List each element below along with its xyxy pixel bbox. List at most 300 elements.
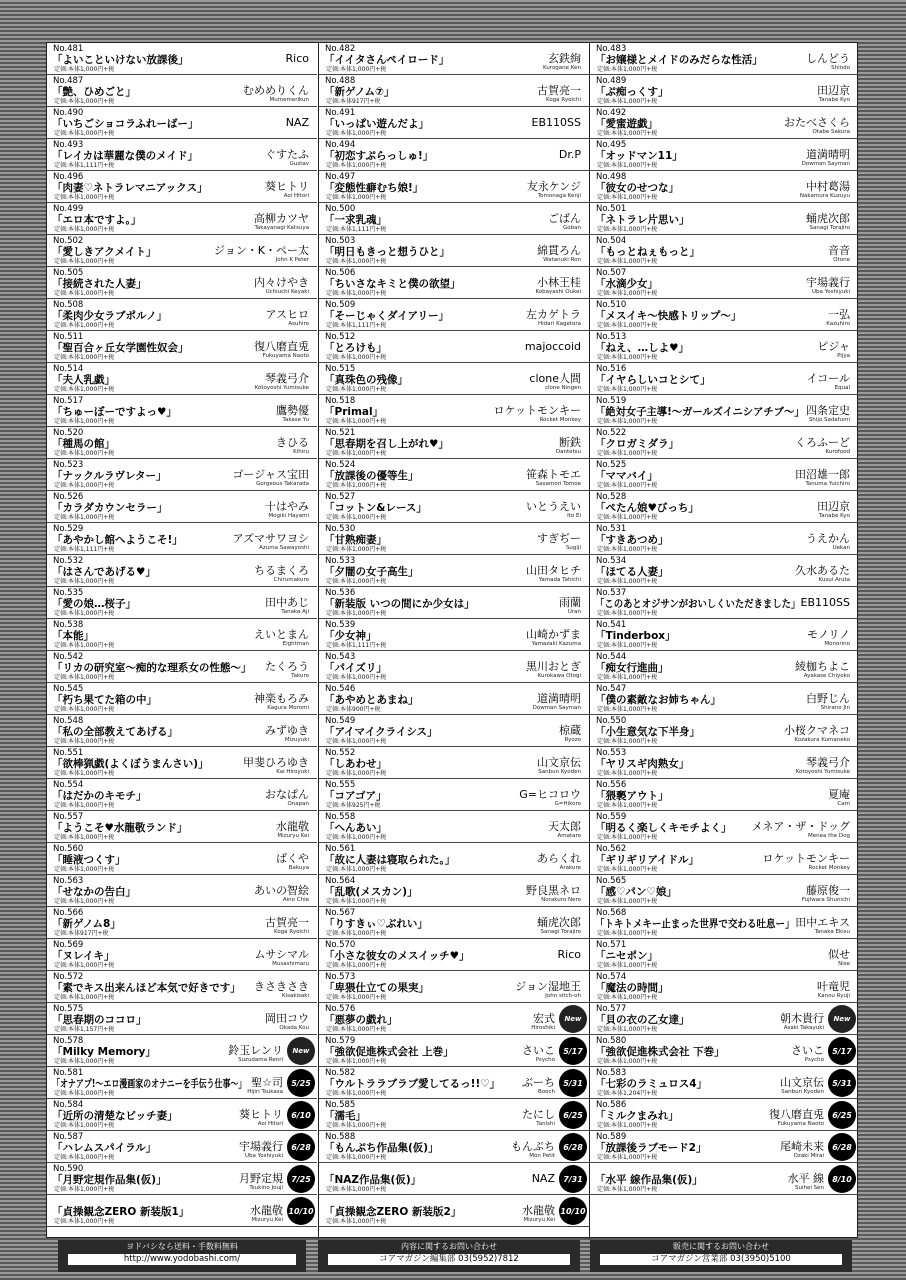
book-price: 定価:本体1,000円+税 [597,546,658,553]
author-romaji: Eightman [282,641,309,647]
author-romaji: Cam [837,801,850,807]
book-entry [590,363,858,395]
release-badge: 7/25 [287,1165,315,1193]
author-name: 道満晴明 [806,148,850,161]
author-romaji: Koga Ryoichi [545,97,581,103]
book-title: 「ほてる人妻」 [595,566,669,578]
book-price: 定価:本体1,000円+税 [54,386,115,393]
release-badge: 5/17 [828,1037,856,1065]
book-entry [47,1195,317,1227]
book-entry [319,843,589,875]
author-name: 叶竜児 [817,980,850,993]
author-name: モノリノ [806,628,850,641]
author-name: 内々けやき [254,276,309,289]
author-name: 左カゲトラ [526,308,581,321]
book-title: 「水滴少女」 [595,278,658,290]
book-entry [319,1163,589,1195]
book-title: 「せなかの告白」 [52,886,136,898]
book-title: 「もんぷち作品集(仮)」 [324,1142,439,1154]
book-title: 「とろけも」 [324,342,387,354]
issue-number: No.566 [53,908,84,918]
issue-number: No.515 [325,364,356,374]
book-entry [319,107,589,139]
author-name: 藤原俊一 [806,884,850,897]
issue-number: No.496 [53,172,84,182]
book-price: 定価:本体1,000円+税 [326,546,387,553]
book-price: 定価:本体1,000円+税 [54,578,115,585]
book-price: 定価:本体1,000円+税 [597,1122,658,1129]
book-price: 定価:本体1,000円+税 [326,386,387,393]
book-title: 「故に人妻は寝取られた。」 [324,854,456,866]
footer-heading: ヨドバシなら送料・手数料無料 [126,1242,238,1251]
book-title: 「カラダカウンセラー」 [52,502,168,514]
author-romaji: Ayakase Chiyoko [803,673,850,679]
author-romaji: Kurogane Ken [542,65,581,71]
author-name: 笹森トモエ [526,468,581,481]
author-name: majoccoid [524,340,581,353]
book-title: 「放課後の優等生」 [324,470,419,482]
release-badge: 5/31 [828,1069,856,1097]
issue-number: No.544 [596,652,627,662]
book-entry [590,1099,858,1131]
author-romaji: Suihei Sen [794,1185,824,1191]
author-romaji: Yamazaki Kazuma [531,641,581,647]
column-3 [589,43,858,1239]
book-price: 定価:本体1,000円+税 [597,738,658,745]
issue-number: No.487 [53,76,84,86]
book-entry [47,683,317,715]
issue-number: No.588 [325,1132,356,1142]
author-romaji: Gustav [289,161,309,167]
author-name: 朝木貴行 [780,1012,824,1025]
book-entry [590,299,858,331]
issue-number: No.501 [596,204,627,214]
book-title: 「月野定規作品集(仮)」 [52,1174,167,1186]
author-romaji: Uran [567,609,581,615]
issue-number: No.565 [596,876,627,886]
issue-number: No.522 [596,428,627,438]
issue-number: No.575 [53,1004,84,1014]
book-entry [590,971,858,1003]
book-entry [590,459,858,491]
issue-number: No.568 [596,908,627,918]
issue-number: No.490 [53,108,84,118]
footer-heading: 内容に関するお問い合わせ [401,1242,497,1251]
book-price: 定価:本体1,000円+税 [326,130,387,137]
author-romaji: Aoi Hitori [257,1121,283,1127]
issue-number: No.546 [325,684,356,694]
book-price: 定価:本体1,111円+税 [326,226,387,233]
author-romaji: Asaki Takayuki [783,1025,824,1031]
book-title: 「素でキス出来んほど本気で好きです」 [52,982,241,994]
author-name: 野良黒ネロ [526,884,581,897]
author-romaji: Tanuma Yuichiro [805,481,850,487]
book-price: 定価:本体1,000円+税 [326,610,387,617]
book-price: 定価:本体1,000円+税 [597,290,658,297]
book-title: 「乱歌(メスカン)」 [324,886,418,898]
issue-number: No.497 [325,172,356,182]
author-romaji: Mizuryu Kei [523,1217,555,1223]
book-price: 定価:本体1,000円+税 [54,994,115,1001]
book-title: 「りすきぃ♡ぶれい」 [324,918,428,930]
issue-number: No.520 [53,428,84,438]
book-title: 「Primal」 [324,406,384,418]
book-entry [590,427,858,459]
author-name: EB110SS [800,596,850,609]
book-title: 「Milky Memory」 [52,1046,156,1058]
issue-number: No.558 [325,812,356,822]
issue-number: No.530 [325,524,356,534]
author-romaji: Aino Chie [282,897,309,903]
book-entry [319,43,589,75]
book-price: 定価:本体1,000円+税 [326,194,387,201]
author-name: ムサシマル [254,948,309,961]
issue-number: No.507 [596,268,627,278]
author-name: 綿貫ろん [537,244,581,257]
book-price: 定価:本体1,111円+税 [326,642,387,649]
book-price: 定価:本体1,000円+税 [54,1090,115,1097]
book-title: 「卑猥仕立ての果実」 [324,982,429,994]
author-romaji: Menea the Dog [808,833,850,839]
book-title: 「アイマイクライシス」 [324,726,438,738]
book-entry [47,43,317,75]
author-name: くろふーど [795,436,850,449]
author-name: 水龍敬 [522,1204,555,1217]
book-price: 定価:本体1,000円+税 [326,1026,387,1033]
release-badge: 6/10 [287,1101,315,1129]
issue-number: No.516 [596,364,627,374]
book-entry [47,395,317,427]
author-name: たにし [522,1108,555,1121]
author-romaji: Uba Yoshiyuki [812,289,850,295]
author-name: きさきさき [254,980,309,993]
author-name: しんどう [806,52,850,65]
author-romaji: Kozakura Kumaneko [794,737,850,743]
author-romaji: Pijya [837,353,850,359]
author-name: アスヒロ [265,308,309,321]
book-title: 「新装版 いつの間にか少女は」 [324,598,475,610]
book-entry [319,683,589,715]
issue-number: No.524 [325,460,356,470]
book-title: 「いっぱい遊んだよ」 [324,118,429,130]
book-entry [590,75,858,107]
footer-url[interactable]: http://www.yodobashi.com/ [68,1254,296,1265]
book-title: 「イイタさんペイロード」 [324,54,450,66]
release-badge: 6/28 [828,1133,856,1161]
release-badge: 10/10 [559,1197,587,1225]
book-price: 定価:本体1,000円+税 [326,450,387,457]
author-romaji: Mizuyuki [284,737,309,743]
book-title: 「朽ち果てた箱の中」 [52,694,157,706]
author-romaji: Kobayashi Oukei [535,289,581,295]
author-romaji: Uekan [832,545,850,551]
book-title: 「ぷ痴っくす」 [595,86,669,98]
book-title: 「コアゴア」 [324,790,387,802]
author-name: 断鉄 [559,436,581,449]
author-name: 田辺京 [817,84,850,97]
issue-number: No.535 [53,588,84,598]
book-price: 定価:本体1,000円+税 [54,962,115,969]
issue-number: No.531 [596,524,627,534]
release-badge: 5/17 [559,1037,587,1065]
book-price: 定価:本体1,000円+税 [597,66,658,73]
issue-number: No.573 [325,972,356,982]
book-price: 定価:本体1,000円+税 [597,962,658,969]
book-entry [47,811,317,843]
issue-number: No.572 [53,972,84,982]
book-title: 「甘熟痴妻」 [324,534,387,546]
book-price: 定価:本体1,000円+税 [326,162,387,169]
book-entry [47,427,317,459]
book-entry [319,1099,589,1131]
book-price: 定価:本体1,000円+税 [54,418,115,425]
book-title: 「Tinderbox」 [595,630,676,642]
book-title: 「明日もきっと想うひと」 [324,246,450,258]
author-name: G=ヒコロウ [519,788,581,801]
author-romaji: Suzudama Renri [238,1057,283,1063]
book-title: 「そーじゃくダイアリー」 [324,310,450,322]
book-entry [319,1035,589,1067]
author-name: NAZ [531,1172,555,1185]
book-title: 「よいこといけない放課後」 [52,54,189,66]
author-romaji: Takayanagi Katsuya [254,225,309,231]
author-name: 白野じん [806,692,850,705]
book-entry [319,811,589,843]
book-price: 定価:本体900円+税 [326,706,381,713]
author-name: 尾崎未来 [780,1140,824,1153]
release-badge: 8/10 [828,1165,856,1193]
author-romaji: Nise [838,961,850,967]
book-entry [319,459,589,491]
author-romaji: Hiroshiki [531,1025,555,1031]
author-romaji: Sugiji [565,545,581,551]
book-title: 「夕闇の女子高生」 [324,566,419,578]
author-romaji: Shijo Sadafumi [808,417,850,423]
book-price: 定価:本体917円+税 [326,98,381,105]
author-romaji: Ito Ei [567,513,581,519]
author-name: 甲斐ひろゆき [243,756,309,769]
book-entry [47,843,317,875]
author-romaji: Ozaki Mirai [793,1153,824,1159]
book-title: 「本能」 [52,630,94,642]
author-romaji: Mon Petit [529,1153,555,1159]
issue-number: No.489 [596,76,627,86]
author-romaji: John K Peter [275,257,309,263]
book-entry [319,555,589,587]
book-title: 「小さな彼女のメスイッチ♥」 [324,950,470,962]
author-name: ロケットモンキー [762,852,850,865]
book-price: 定価:本体1,000円+税 [597,386,658,393]
book-title: 「ミルクまみれ」 [595,1110,679,1122]
issue-number: No.547 [596,684,627,694]
issue-number: No.502 [53,236,84,246]
issue-number: No.527 [325,492,356,502]
issue-number: No.552 [325,748,356,758]
author-name: 月野定規 [239,1172,283,1185]
book-entry [47,779,317,811]
author-name: 復八磨直兎 [254,340,309,353]
book-entry [319,779,589,811]
author-romaji: Tanabe Kyo [818,97,850,103]
book-entry [47,171,317,203]
author-romaji: John sitch-oh [545,993,581,999]
issue-number: No.518 [325,396,356,406]
author-romaji: Okada Kou [279,1025,309,1031]
book-price: 定価:本体1,000円+税 [326,738,387,745]
footer-sales-contact [590,1240,852,1272]
book-entry [47,1163,317,1195]
book-price: 定価:本体1,000円+税 [54,1122,115,1129]
author-name: あらくれ [537,852,581,865]
author-romaji: Bakuya [288,865,309,871]
author-romaji: Kanou Ryuji [817,993,850,999]
book-title: 「ねえ、…しよ♥」 [595,342,690,354]
author-romaji: Asuhiro [288,321,309,327]
book-entry [47,715,317,747]
book-entry [319,1131,589,1163]
author-name: 山崎かずま [526,628,581,641]
author-romaji: Hidari Kagetora [538,321,581,327]
author-romaji: Dowman Sayman [801,161,850,167]
author-name: 久水あるた [795,564,850,577]
author-name: 田中あじ [265,596,309,609]
release-badge: 5/25 [287,1069,315,1097]
author-romaji: Sanagi Torajiro [540,929,581,935]
author-name: おたべさくら [784,116,850,129]
author-name: 水龍敬 [276,820,309,833]
issue-number: No.510 [596,300,627,310]
author-name: 山田タヒチ [526,564,581,577]
issue-number: No.506 [325,268,356,278]
book-entry [319,203,589,235]
author-name: 道満晴明 [537,692,581,705]
book-price: 定価:本体1,000円+税 [597,898,658,905]
release-badge: 6/25 [828,1101,856,1129]
book-price: 定価:本体1,000円+税 [54,1058,115,1065]
book-title: 「彼女のせつな」 [595,182,679,194]
author-romaji: Arakure [559,865,581,871]
issue-number: No.563 [53,876,84,886]
author-name: ロケットモンキー [493,404,581,417]
issue-number: No.579 [325,1036,356,1046]
book-title: 「あやかし館へようこそ!」 [52,534,183,546]
author-romaji: Kurofood [825,449,850,455]
author-romaji: Fukuyama Naoto [777,1121,824,1127]
author-romaji: Mizuryu Kei [251,1217,283,1223]
book-entry [590,331,858,363]
issue-number: No.513 [596,332,627,342]
issue-number: No.532 [53,556,84,566]
book-entry [590,43,858,75]
issue-number: No.581 [53,1068,84,1078]
author-name: ぶーち [522,1076,555,1089]
book-price: 定価:本体1,000円+税 [326,1058,387,1065]
book-title: 「お嬢様とメイドのみだらな性活」 [595,54,763,66]
author-romaji: Tanishi [536,1121,555,1127]
book-entry [319,395,589,427]
author-romaji: Psycho [804,1057,824,1063]
issue-number: No.554 [53,780,84,790]
book-entry [319,587,589,619]
author-name: たくろう [265,660,309,673]
book-title: 「リカの研究室〜痴的な理系女の性態〜」 [52,662,252,674]
book-title: 「ようこそ♥水龍敬ランド」 [52,822,188,834]
author-name: アズマサワヨシ [232,532,309,545]
author-romaji: Otone [833,257,850,263]
author-name: ばくや [276,852,309,865]
author-name: 雨蘭 [559,596,581,609]
issue-number: No.488 [325,76,356,86]
book-title: 「強欲促進株式会社 下巻」 [595,1046,725,1058]
book-entry [319,299,589,331]
author-romaji: Tanabe Kyo [818,513,850,519]
book-price: 定価:本体1,000円+税 [54,770,115,777]
author-name: 玄鉄絢 [548,52,581,65]
book-title: 「レイカは華麗な僕のメイド」 [52,150,198,162]
book-title: 「夫人乳戯」 [52,374,115,386]
issue-number: No.529 [53,524,84,534]
book-title: 「イヤらしいコとシて」 [595,374,711,386]
book-title: 「すきあつめ」 [595,534,669,546]
author-name: 聖☆司 [251,1076,283,1089]
author-name: すぎぢー [537,532,581,545]
book-price: 定価:本体1,000円+税 [54,674,115,681]
book-entry [47,651,317,683]
author-romaji: Uchiuchi Keyaki [265,289,309,295]
issue-number: No.569 [53,940,84,950]
book-price: 定価:本体1,000円+税 [597,130,658,137]
book-entry [319,491,589,523]
book-price: 定価:本体1,000円+税 [54,610,115,617]
author-romaji: Kurokawa Otogi [537,673,581,679]
issue-number: No.508 [53,300,84,310]
author-romaji: Kotoyoshi Yumisuke [795,769,850,775]
author-name: 復八磨直兎 [769,1108,824,1121]
author-romaji: Gorgeous Takarada [256,481,309,487]
book-entry [47,203,317,235]
book-price: 定価:本体1,000円+税 [597,226,658,233]
author-name: ぐすたふ [265,148,309,161]
author-name: 琴義弓介 [265,372,309,385]
book-price: 定価:本体1,000円+税 [597,98,658,105]
book-price: 定価:本体1,000円+税 [597,1154,658,1161]
book-title: 「オナアプ!〜エロ漫画家のオナニーを手伝う仕事〜」 [52,1078,247,1090]
issue-number: No.523 [53,460,84,470]
book-title: 「一求乳魂」 [324,214,387,226]
book-title: 「パイズリ」 [324,662,387,674]
author-romaji: Uba Yoshiyuki [245,1153,283,1159]
book-entry [319,1067,589,1099]
author-romaji: Otabe Sakura [812,129,850,135]
book-entry [47,299,317,331]
book-entry [47,939,317,971]
author-romaji: Hijiri Tsukasa [247,1089,283,1095]
book-title: 「絶対女子主導!〜ガールズイニシアチブ〜」 [595,406,805,418]
author-romaji: Fukuyama Naoto [262,353,309,359]
issue-number: No.555 [325,780,356,790]
issue-number: No.571 [596,940,627,950]
book-title: 「いちごショコラふれーばー」 [52,118,199,130]
author-name: ジョン湿地王 [515,980,581,993]
author-romaji: Mumemerikun [269,97,309,103]
author-name: ピジャ [817,340,850,353]
book-price: 定価:本体925円+税 [326,802,381,809]
book-price: 定価:本体1,000円+税 [326,482,387,489]
issue-number: No.559 [596,812,627,822]
book-title: 「へんあい」 [324,822,387,834]
book-price: 定価:本体1,000円+税 [54,226,115,233]
book-entry [319,75,589,107]
